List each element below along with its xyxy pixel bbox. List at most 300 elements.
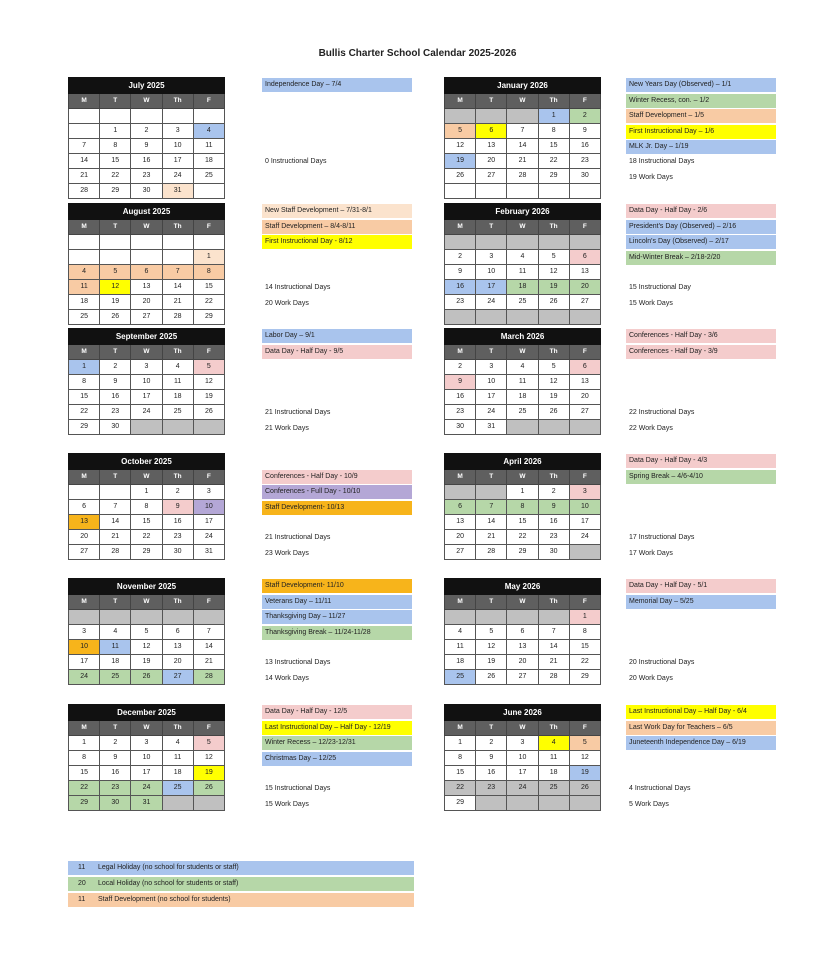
weekday-header: T xyxy=(100,94,131,109)
page-title: Bullis Charter School Calendar 2025-2026 xyxy=(318,48,517,59)
day-cell: 15 xyxy=(445,766,476,781)
day-cell: 24 xyxy=(476,405,507,420)
day-cell xyxy=(131,250,162,265)
day-cell: 13 xyxy=(569,265,600,280)
day-cell xyxy=(569,796,600,811)
day-cell: 16 xyxy=(100,766,131,781)
day-cell: 8 xyxy=(69,375,100,390)
day-cell: 28 xyxy=(162,310,193,325)
day-cell: 11 xyxy=(507,265,538,280)
day-cell: 18 xyxy=(193,154,224,169)
work-days: 22 Work Days xyxy=(629,425,673,432)
day-cell: 28 xyxy=(538,670,569,685)
day-cell: 19 xyxy=(193,390,224,405)
instructional-days: 4 Instructional Days xyxy=(629,785,691,792)
weekday-header: F xyxy=(193,345,224,360)
day-cell: 28 xyxy=(193,670,224,685)
day-cell: 19 xyxy=(538,390,569,405)
event-label: Independence Day – 7/4 xyxy=(262,78,412,92)
weekday-header: M xyxy=(445,94,476,109)
day-cell: 16 xyxy=(445,280,476,295)
work-days: 5 Work Days xyxy=(629,801,669,808)
day-cell: 17 xyxy=(476,390,507,405)
weekday-header: F xyxy=(193,470,224,485)
work-days: 19 Work Days xyxy=(629,174,673,181)
event-label: Thanksgiving Break – 11/24-11/28 xyxy=(262,626,412,640)
day-cell: 25 xyxy=(193,169,224,184)
day-cell: 22 xyxy=(69,405,100,420)
day-cell: 8 xyxy=(100,139,131,154)
day-cell: 23 xyxy=(538,530,569,545)
weekday-header: W xyxy=(131,595,162,610)
instructional-days: 21 Instructional Days xyxy=(265,534,331,541)
day-cell xyxy=(476,610,507,625)
day-cell: 6 xyxy=(69,500,100,515)
event-label: Staff Development- 11/10 xyxy=(262,579,412,593)
weekday-header: M xyxy=(69,220,100,235)
day-cell: 5 xyxy=(538,360,569,375)
day-cell: 29 xyxy=(131,545,162,560)
event-label: Data Day - Half Day - 9/5 xyxy=(262,345,412,359)
day-cell: 14 xyxy=(162,280,193,295)
weekday-header: F xyxy=(569,345,600,360)
weekday-header: W xyxy=(131,94,162,109)
day-cell xyxy=(131,420,162,435)
day-cell: 21 xyxy=(162,295,193,310)
day-cell xyxy=(569,420,600,435)
weekday-header: W xyxy=(131,470,162,485)
weekday-header: F xyxy=(193,721,224,736)
weekday-header: W xyxy=(507,220,538,235)
day-cell xyxy=(100,109,131,124)
weekday-header: Th xyxy=(538,721,569,736)
day-cell: 10 xyxy=(476,375,507,390)
day-cell xyxy=(100,250,131,265)
event-label: Conferences - Full Day - 10/10 xyxy=(262,485,412,499)
day-cell: 18 xyxy=(538,766,569,781)
day-cell: 12 xyxy=(538,375,569,390)
day-cell xyxy=(162,610,193,625)
day-cell: 7 xyxy=(476,500,507,515)
month-title: May 2026 xyxy=(445,579,601,595)
day-cell: 29 xyxy=(538,169,569,184)
month-calendar xyxy=(68,578,225,685)
day-cell: 28 xyxy=(100,545,131,560)
day-cell: 14 xyxy=(69,154,100,169)
instructional-days: 14 Instructional Days xyxy=(265,284,331,291)
month-calendar xyxy=(444,453,601,560)
instructional-days: 15 Instructional Day xyxy=(629,284,691,291)
instructional-days: 22 Instructional Days xyxy=(629,409,695,416)
weekday-header: W xyxy=(507,94,538,109)
weekday-header: M xyxy=(69,470,100,485)
weekday-header: T xyxy=(476,470,507,485)
day-cell xyxy=(476,310,507,325)
month-title: January 2026 xyxy=(445,78,601,94)
day-cell xyxy=(193,184,224,199)
day-cell xyxy=(445,485,476,500)
day-cell: 14 xyxy=(507,139,538,154)
day-cell: 29 xyxy=(69,420,100,435)
day-cell: 27 xyxy=(131,310,162,325)
day-cell: 31 xyxy=(193,545,224,560)
day-cell xyxy=(476,184,507,199)
day-cell: 20 xyxy=(476,154,507,169)
day-cell: 13 xyxy=(507,640,538,655)
weekday-header: W xyxy=(131,220,162,235)
day-cell: 18 xyxy=(507,280,538,295)
weekday-header: Th xyxy=(162,595,193,610)
day-cell: 4 xyxy=(538,736,569,751)
day-cell: 1 xyxy=(69,736,100,751)
day-cell xyxy=(538,184,569,199)
day-cell: 22 xyxy=(507,530,538,545)
day-cell xyxy=(476,796,507,811)
day-cell: 5 xyxy=(193,360,224,375)
day-cell xyxy=(445,310,476,325)
month-title: August 2025 xyxy=(69,204,225,220)
day-cell xyxy=(445,184,476,199)
day-cell: 21 xyxy=(193,655,224,670)
day-cell xyxy=(507,796,538,811)
event-label: Mid-Winter Break – 2/18-2/20 xyxy=(626,251,776,265)
day-cell: 7 xyxy=(69,139,100,154)
work-days: 23 Work Days xyxy=(265,550,309,557)
day-cell: 30 xyxy=(131,184,162,199)
day-cell: 23 xyxy=(476,781,507,796)
day-cell: 21 xyxy=(507,154,538,169)
day-cell xyxy=(193,420,224,435)
day-cell: 10 xyxy=(131,751,162,766)
work-days: 21 Work Days xyxy=(265,425,309,432)
day-cell: 11 xyxy=(162,751,193,766)
day-cell: 8 xyxy=(131,500,162,515)
day-cell: 26 xyxy=(569,781,600,796)
day-cell: 24 xyxy=(131,781,162,796)
day-cell xyxy=(162,796,193,811)
month-calendar xyxy=(444,704,601,811)
legend-row xyxy=(68,877,414,891)
day-cell: 2 xyxy=(100,736,131,751)
day-cell: 9 xyxy=(476,751,507,766)
day-cell xyxy=(538,420,569,435)
legend-text: Staff Development (no school for students) xyxy=(98,896,231,903)
day-cell: 30 xyxy=(569,169,600,184)
weekday-header: Th xyxy=(538,94,569,109)
legend-text: Legal Holiday (no school for students or staff) xyxy=(98,864,239,871)
day-cell: 2 xyxy=(445,360,476,375)
event-label: Conferences - Half Day - 3/6 xyxy=(626,329,776,343)
day-cell: 13 xyxy=(569,375,600,390)
weekday-header: T xyxy=(100,470,131,485)
day-cell: 1 xyxy=(69,360,100,375)
day-cell xyxy=(569,545,600,560)
day-cell: 26 xyxy=(100,310,131,325)
day-cell: 17 xyxy=(131,390,162,405)
day-cell: 27 xyxy=(569,295,600,310)
work-days: 14 Work Days xyxy=(265,675,309,682)
weekday-header: F xyxy=(569,470,600,485)
event-label: Last Instructional Day – Half Day - 6/4 xyxy=(626,705,776,719)
day-cell: 13 xyxy=(131,280,162,295)
day-cell: 15 xyxy=(569,640,600,655)
day-cell xyxy=(569,184,600,199)
day-cell: 28 xyxy=(476,545,507,560)
event-label: Data Day - Half Day - 12/5 xyxy=(262,705,412,719)
day-cell: 9 xyxy=(569,124,600,139)
weekday-header: F xyxy=(569,220,600,235)
day-cell: 2 xyxy=(162,485,193,500)
weekday-header: T xyxy=(476,595,507,610)
event-label: First Instructional Day – 1/6 xyxy=(626,125,776,139)
day-cell: 4 xyxy=(507,250,538,265)
day-cell: 19 xyxy=(131,655,162,670)
weekday-header: Th xyxy=(162,470,193,485)
day-cell: 5 xyxy=(193,736,224,751)
day-cell: 4 xyxy=(100,625,131,640)
day-cell xyxy=(100,610,131,625)
legend-text: Local Holiday (no school for students or staff) xyxy=(98,880,239,887)
day-cell: 11 xyxy=(507,375,538,390)
instructional-days: 15 Instructional Days xyxy=(265,785,331,792)
day-cell: 3 xyxy=(193,485,224,500)
weekday-header: W xyxy=(131,345,162,360)
day-cell: 14 xyxy=(538,640,569,655)
day-cell: 2 xyxy=(131,124,162,139)
day-cell: 30 xyxy=(538,545,569,560)
day-cell: 8 xyxy=(569,625,600,640)
day-cell: 12 xyxy=(131,640,162,655)
day-cell: 10 xyxy=(476,265,507,280)
day-cell: 7 xyxy=(100,500,131,515)
day-cell: 22 xyxy=(69,781,100,796)
weekday-header: M xyxy=(69,94,100,109)
month-title: November 2025 xyxy=(69,579,225,595)
weekday-header: M xyxy=(69,345,100,360)
day-cell: 6 xyxy=(569,360,600,375)
day-cell: 18 xyxy=(100,655,131,670)
day-cell: 29 xyxy=(69,796,100,811)
day-cell: 25 xyxy=(538,781,569,796)
month-calendar xyxy=(68,453,225,560)
event-label: New Staff Development – 7/31-8/1 xyxy=(262,204,412,218)
work-days: 20 Work Days xyxy=(265,300,309,307)
weekday-header: T xyxy=(476,94,507,109)
event-label: Conferences - Half Day - 10/9 xyxy=(262,470,412,484)
day-cell: 9 xyxy=(445,265,476,280)
day-cell: 23 xyxy=(569,154,600,169)
day-cell: 25 xyxy=(507,295,538,310)
day-cell: 4 xyxy=(162,736,193,751)
day-cell xyxy=(193,796,224,811)
work-days: 15 Work Days xyxy=(629,300,673,307)
event-label: Staff Development – 8/4-8/11 xyxy=(262,220,412,234)
weekday-header: T xyxy=(476,721,507,736)
day-cell: 24 xyxy=(131,405,162,420)
weekday-header: Th xyxy=(162,220,193,235)
weekday-header: Th xyxy=(162,721,193,736)
day-cell xyxy=(69,124,100,139)
day-cell: 5 xyxy=(445,124,476,139)
day-cell: 20 xyxy=(69,530,100,545)
weekday-header: W xyxy=(507,345,538,360)
day-cell: 26 xyxy=(131,670,162,685)
day-cell xyxy=(445,109,476,124)
day-cell xyxy=(538,796,569,811)
day-cell: 6 xyxy=(131,265,162,280)
day-cell xyxy=(193,610,224,625)
day-cell: 8 xyxy=(507,500,538,515)
day-cell: 26 xyxy=(538,295,569,310)
day-cell: 10 xyxy=(131,375,162,390)
day-cell xyxy=(538,235,569,250)
day-cell: 26 xyxy=(476,670,507,685)
day-cell: 1 xyxy=(193,250,224,265)
day-cell: 10 xyxy=(507,751,538,766)
day-cell: 27 xyxy=(69,545,100,560)
day-cell: 25 xyxy=(69,310,100,325)
day-cell: 5 xyxy=(538,250,569,265)
day-cell: 18 xyxy=(445,655,476,670)
day-cell: 3 xyxy=(476,360,507,375)
event-label: Last Instructional Day – Half Day - 12/19 xyxy=(262,721,412,735)
event-label: Conferences - Half Day - 3/9 xyxy=(626,345,776,359)
day-cell xyxy=(162,109,193,124)
day-cell xyxy=(507,310,538,325)
month-title: October 2025 xyxy=(69,454,225,470)
day-cell: 17 xyxy=(131,766,162,781)
day-cell: 15 xyxy=(193,280,224,295)
day-cell: 2 xyxy=(100,360,131,375)
day-cell: 10 xyxy=(162,139,193,154)
day-cell xyxy=(538,310,569,325)
day-cell: 20 xyxy=(445,530,476,545)
day-cell: 3 xyxy=(131,736,162,751)
day-cell: 8 xyxy=(445,751,476,766)
day-cell: 10 xyxy=(193,500,224,515)
day-cell: 17 xyxy=(69,655,100,670)
weekday-header: W xyxy=(131,721,162,736)
day-cell xyxy=(507,235,538,250)
day-cell: 24 xyxy=(569,530,600,545)
day-cell: 5 xyxy=(476,625,507,640)
day-cell: 20 xyxy=(131,295,162,310)
day-cell xyxy=(569,235,600,250)
event-label: Data Day - Half Day - 2/6 xyxy=(626,204,776,218)
weekday-header: T xyxy=(476,345,507,360)
day-cell: 8 xyxy=(538,124,569,139)
day-cell xyxy=(538,610,569,625)
day-cell xyxy=(162,420,193,435)
month-calendar xyxy=(444,578,601,685)
day-cell: 16 xyxy=(162,515,193,530)
weekday-header: W xyxy=(507,721,538,736)
event-label: First Instructional Day - 8/12 xyxy=(262,235,412,249)
day-cell: 3 xyxy=(69,625,100,640)
day-cell: 16 xyxy=(131,154,162,169)
month-title: September 2025 xyxy=(69,329,225,345)
day-cell: 9 xyxy=(100,375,131,390)
day-cell: 22 xyxy=(445,781,476,796)
day-cell xyxy=(507,610,538,625)
day-cell xyxy=(476,235,507,250)
month-title: July 2025 xyxy=(69,78,225,94)
day-cell: 17 xyxy=(569,515,600,530)
event-label: Staff Development – 1/5 xyxy=(626,109,776,123)
instructional-days: 13 Instructional Days xyxy=(265,659,331,666)
day-cell xyxy=(131,109,162,124)
day-cell: 31 xyxy=(476,420,507,435)
day-cell: 17 xyxy=(507,766,538,781)
day-cell: 23 xyxy=(445,405,476,420)
day-cell xyxy=(69,235,100,250)
day-cell xyxy=(69,485,100,500)
event-label: Veterans Day – 11/11 xyxy=(262,595,412,609)
day-cell: 16 xyxy=(569,139,600,154)
day-cell: 13 xyxy=(69,515,100,530)
month-calendar xyxy=(68,704,225,811)
day-cell: 24 xyxy=(193,530,224,545)
day-cell: 22 xyxy=(100,169,131,184)
day-cell: 17 xyxy=(476,280,507,295)
day-cell: 12 xyxy=(569,751,600,766)
weekday-header: M xyxy=(445,595,476,610)
day-cell: 2 xyxy=(569,109,600,124)
day-cell: 12 xyxy=(193,751,224,766)
day-cell: 27 xyxy=(476,169,507,184)
day-cell: 15 xyxy=(538,139,569,154)
weekday-header: F xyxy=(193,94,224,109)
instructional-days: 0 Instructional Days xyxy=(265,158,327,165)
month-calendar xyxy=(68,203,225,325)
month-calendar xyxy=(444,77,601,199)
day-cell: 23 xyxy=(100,405,131,420)
day-cell: 12 xyxy=(193,375,224,390)
event-label: Data Day - Half Day - 4/3 xyxy=(626,454,776,468)
weekday-header: F xyxy=(569,721,600,736)
day-cell: 19 xyxy=(100,295,131,310)
day-cell: 9 xyxy=(131,139,162,154)
event-label: Memorial Day – 5/25 xyxy=(626,595,776,609)
day-cell: 14 xyxy=(100,515,131,530)
month-calendar xyxy=(68,328,225,435)
weekday-header: M xyxy=(69,595,100,610)
day-cell: 30 xyxy=(100,796,131,811)
day-cell: 6 xyxy=(507,625,538,640)
day-cell: 17 xyxy=(162,154,193,169)
legend-count: 11 xyxy=(78,864,86,871)
day-cell: 23 xyxy=(131,169,162,184)
day-cell: 21 xyxy=(69,169,100,184)
event-label: MLK Jr. Day – 1/19 xyxy=(626,140,776,154)
month-title: April 2026 xyxy=(445,454,601,470)
day-cell: 19 xyxy=(538,280,569,295)
day-cell: 27 xyxy=(507,670,538,685)
weekday-header: T xyxy=(100,595,131,610)
day-cell: 24 xyxy=(69,670,100,685)
weekday-header: M xyxy=(445,721,476,736)
day-cell xyxy=(476,109,507,124)
day-cell: 31 xyxy=(162,184,193,199)
event-label: Data Day - Half Day - 5/1 xyxy=(626,579,776,593)
day-cell: 18 xyxy=(162,390,193,405)
day-cell: 15 xyxy=(69,390,100,405)
day-cell: 12 xyxy=(538,265,569,280)
event-label: President's Day (Observed) – 2/16 xyxy=(626,220,776,234)
day-cell: 25 xyxy=(162,405,193,420)
day-cell: 26 xyxy=(193,405,224,420)
day-cell: 25 xyxy=(100,670,131,685)
